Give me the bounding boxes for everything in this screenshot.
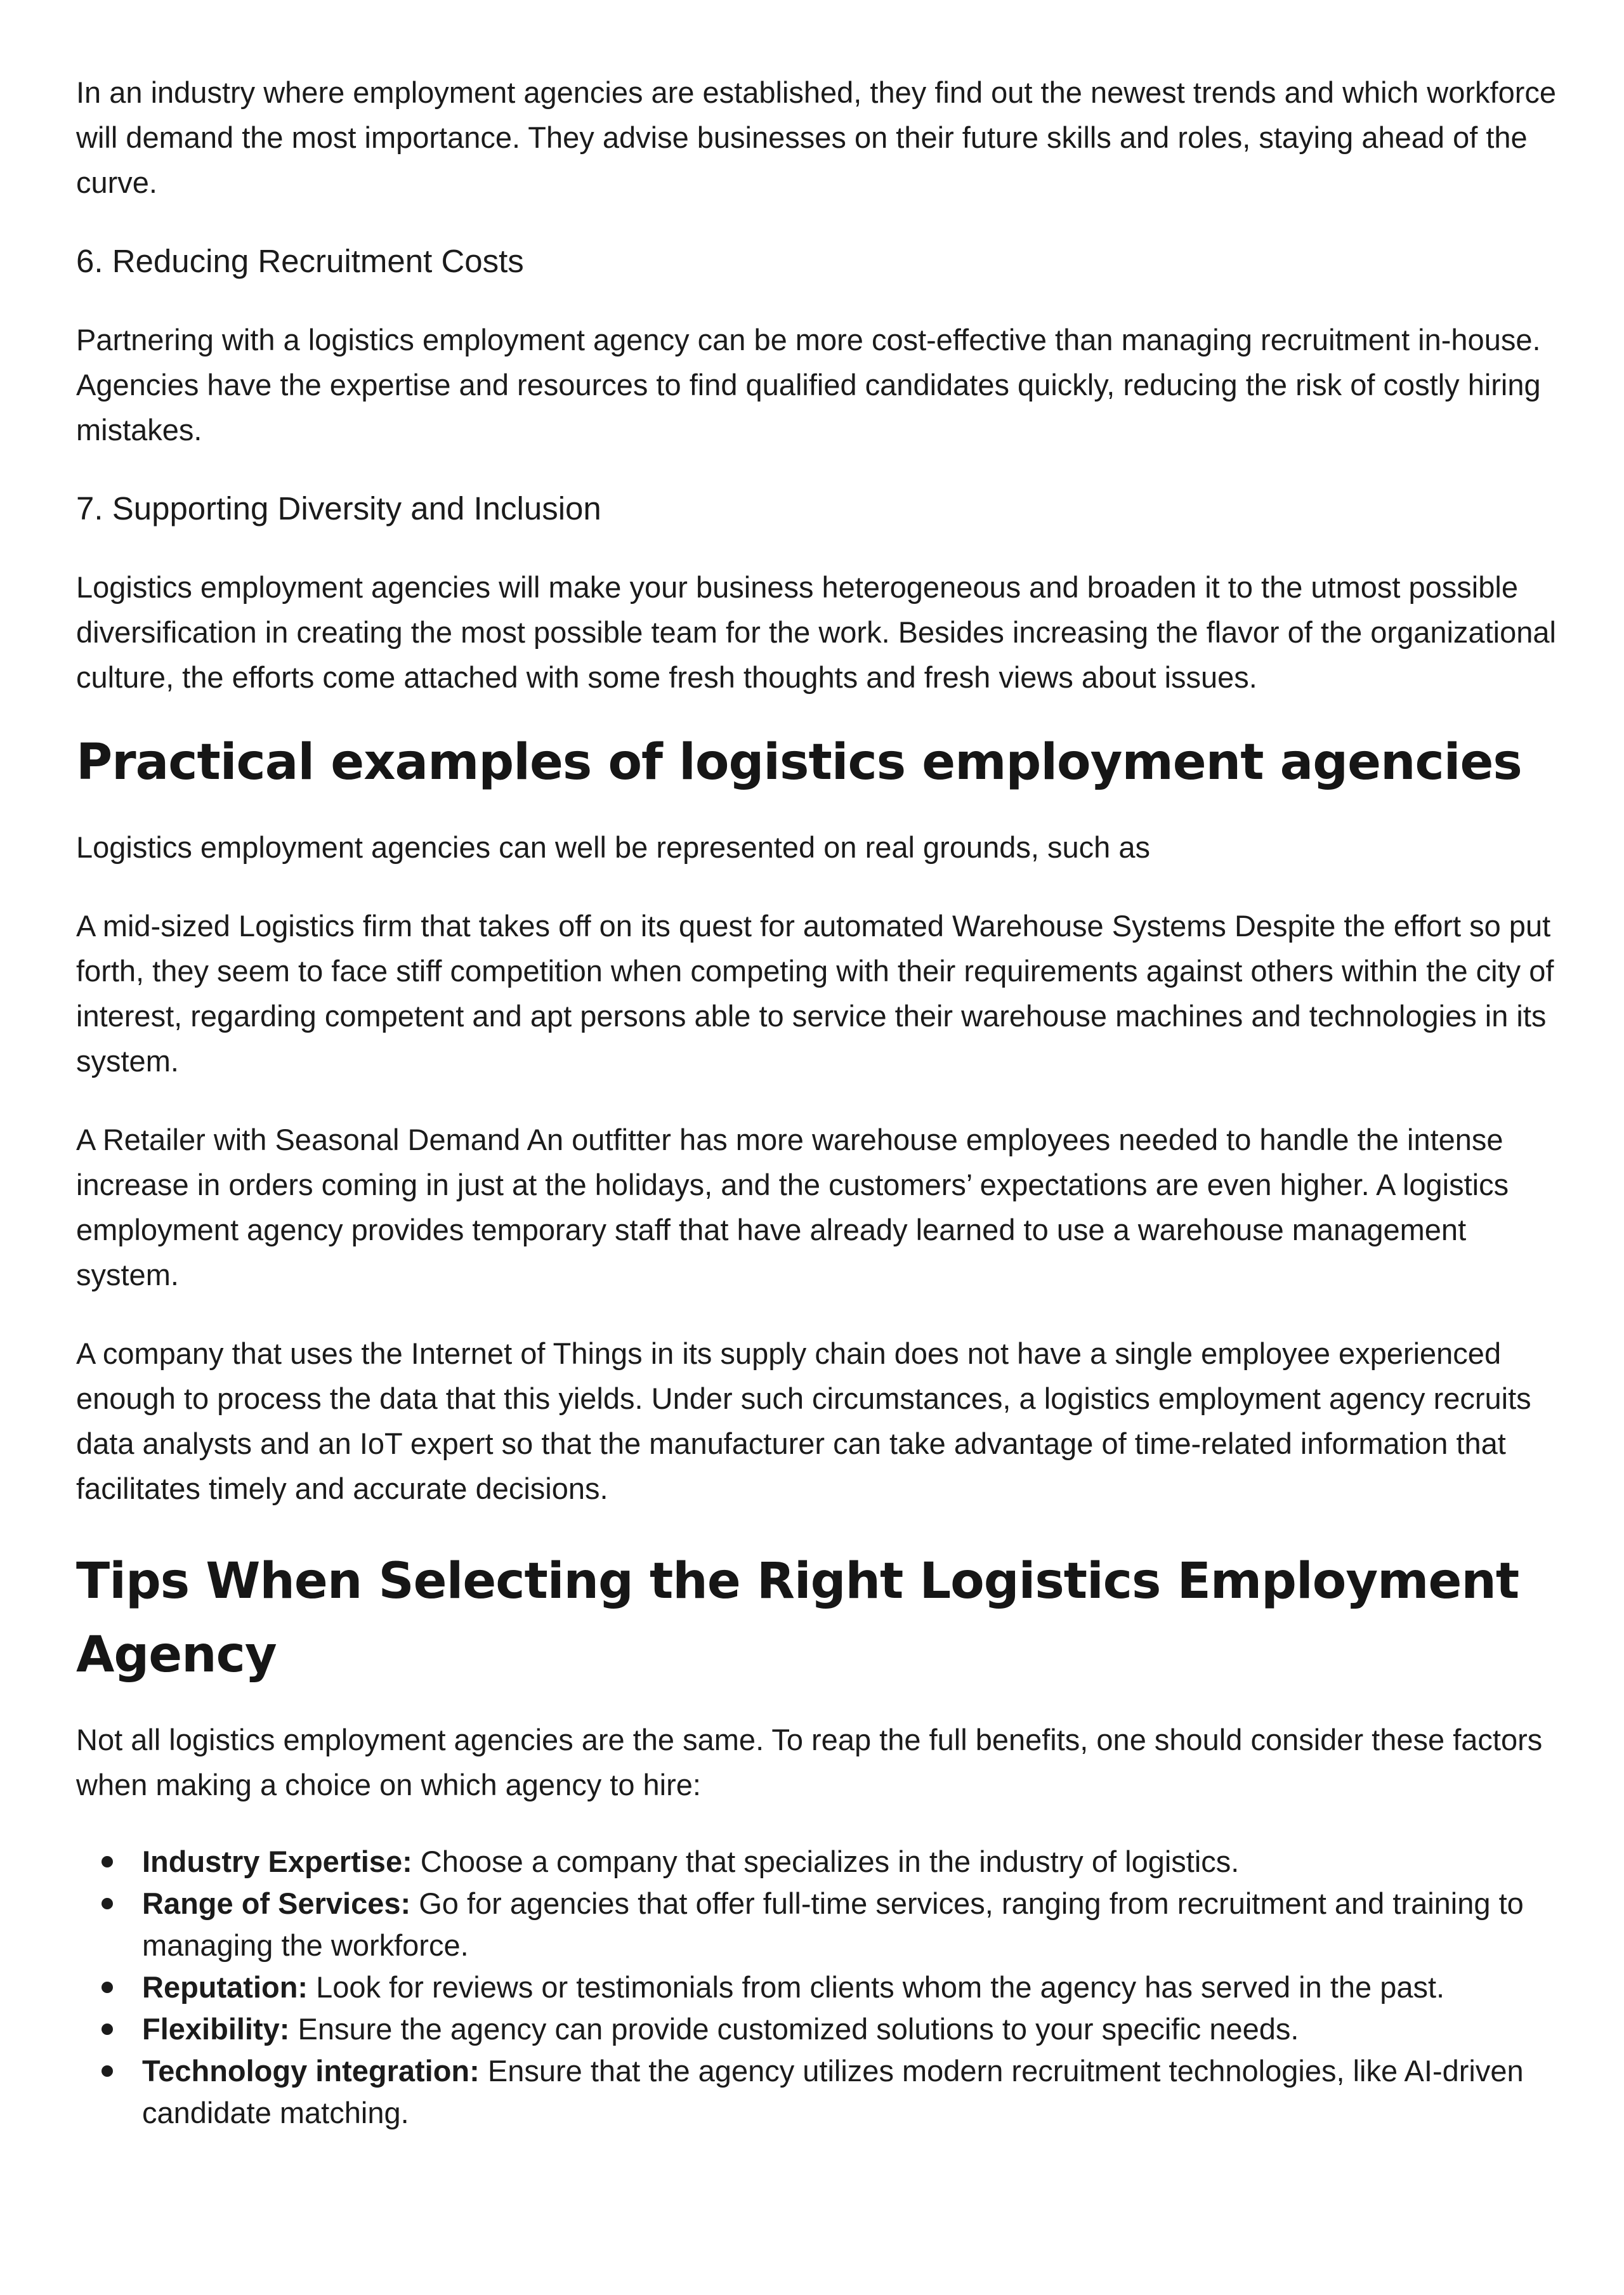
bullet-icon [102,1898,113,1909]
tip-term: Reputation: [142,1970,308,2004]
heading-practical-examples: Practical examples of logistics employment agencies [76,734,1522,791]
tip-term: Industry Expertise: [142,1845,412,1878]
bullet-icon [102,2024,113,2035]
tip-text: Look for reviews or testimonials from clients whom the agency has served in the past. [308,1970,1445,2004]
subheading-diversity: 7. Supporting Diversity and Inclusion [76,490,601,526]
document-body [76,70,1573,2134]
tip-term: Range of Services: [142,1886,411,1920]
paragraph-diversity: Logistics employment agencies will make your business heterogeneous and broaden it to the utmost possible diversification in creating the most possible team for the work. Besides increasing the flavor of the organizational culture, the efforts come attached with some fresh thoughts and fresh views about issues. [76,570,1556,694]
paragraph-reducing-costs: Partnering with a logistics employment agency can be more cost-effective than managing recruitment in-house. Agencies have the expertise and resources to find qualified candidates quickly, reducing the risk of costly hiring mistakes. [76,323,1541,447]
tips-intro-paragraph: Not all logistics employment agencies are the same. To reap the full benefits, one should consider these factors when making a choice on which agency to hire: [76,1723,1543,1801]
tips-list [76,1841,1573,2134]
list-item [76,2050,1573,2134]
tip-text: Choose a company that specializes in the industry of logistics. [412,1845,1240,1878]
bullet-icon [102,1856,113,1867]
list-item [76,1883,1573,1966]
intro-paragraph: In an industry where employment agencies are established, they find out the newest trends and which workforce will demand the most importance. They advise businesses on their future skills and roles, staying ahead of the curve. [76,75,1557,199]
example-iot-paragraph: A company that uses the Internet of Things in its supply chain does not have a single employee experienced enough to process the data that this yields. Under such circumstances, a logistics employment agency recruits data analysts and an IoT expert so that the manufacturer can take advantage of time-related information that facilitates timely and accurate decisions. [76,1337,1531,1505]
example-retailer-paragraph: A Retailer with Seasonal Demand An outfitter has more warehouse employees needed to handle the intense increase in orders coming in just at the holidays, and the customers’ expectations are even higher. A logistics employment agency provides temporary staff that have already learned to use a warehouse management system. [76,1123,1509,1291]
subheading-reducing-costs: 6. Reducing Recruitment Costs [76,243,524,279]
heading-selection-tips: Tips When Selecting the Right Logistics Employment Agency [76,1553,1519,1684]
example-warehouse-paragraph: A mid-sized Logistics firm that takes off on its quest for automated Warehouse Systems Despite the effort so put forth, they seem to face stiff competition when competing with their requirements against others within the city of interest, regarding competent and apt persons able to service their warehouse machines and technologies in its system. [76,909,1554,1078]
list-item [76,2008,1573,2050]
tip-text: Go for agencies that offer full-time services, ranging from recruitment and training to managing the workforce. [142,1886,1524,1962]
examples-intro-paragraph: Logistics employment agencies can well be represented on real grounds, such as [76,830,1150,864]
tip-term: Technology integration: [142,2054,480,2088]
list-item [76,1841,1573,1883]
tip-term: Flexibility: [142,2012,290,2046]
tip-text: Ensure that the agency utilizes modern recruitment technologies, like AI-driven candidate matching. [142,2054,1524,2129]
list-item [76,1966,1573,2008]
bullet-icon [102,1982,113,1993]
tip-text: Ensure the agency can provide customized solutions to your specific needs. [289,2012,1299,2046]
bullet-icon [102,2065,113,2077]
